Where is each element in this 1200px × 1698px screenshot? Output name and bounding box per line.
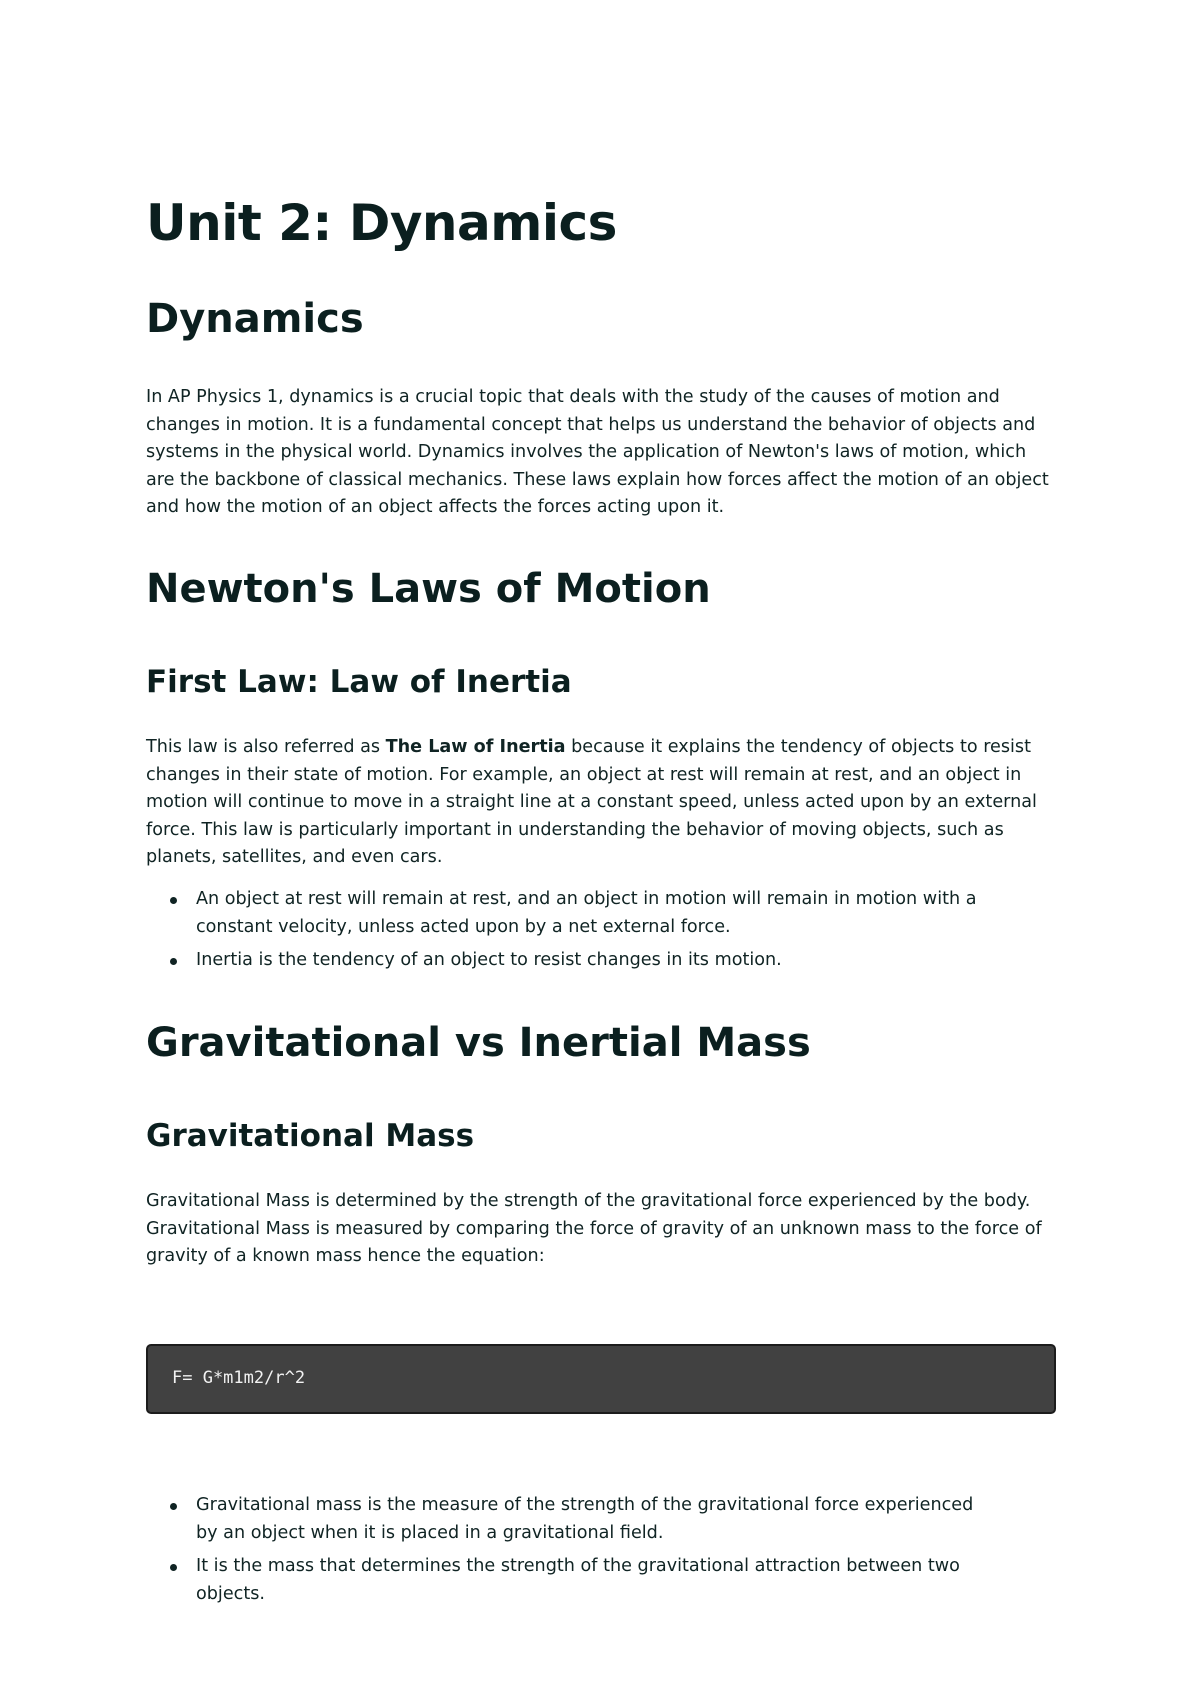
list-item-text: It is the mass that determines the strength of the gravitational attraction between two objects.: [196, 1556, 960, 1604]
bullet-icon: [170, 897, 177, 904]
first-law-text-before: This law is also referred as: [146, 737, 386, 757]
subheading-first-law: First Law: Law of Inertia: [146, 664, 572, 700]
gravitational-mass-paragraph: Gravitational Mass is determined by the strength of the gravitational force experienced by the body. Gravitational Mass is measured by comparing the force of gravity of an unknown mass to the force of gravity of a known mass hence the equation:: [146, 1191, 1042, 1267]
list-item: [146, 1553, 1060, 1608]
list-item: [146, 947, 1060, 975]
list-item-text: An object at rest will remain at rest, and an object in motion will remain in motion with a constant velocity, unless acted upon by a net external force.: [196, 889, 977, 937]
list-item-text: Inertia is the tendency of an object to resist changes in its motion.: [196, 950, 782, 971]
list-item: [146, 886, 1060, 941]
bullet-icon: [170, 1503, 177, 1510]
gravitational-mass-bullet-list: [146, 1492, 1060, 1614]
list-item-text: Gravitational mass is the measure of the strength of the gravitational force experienced by an object when it is placed in a gravitational field.: [196, 1495, 974, 1543]
first-law-paragraph: [146, 734, 1060, 872]
dynamics-paragraph: In AP Physics 1, dynamics is a crucial topic that deals with the study of the causes of motion and changes in motion. It is a fundamental concept that helps us understand the behavior of objects and systems in the physical world. Dynamics involves the application of Newton's laws of motion, which are the backbone of classical mechanics. These laws explain how forces affect the motion of an object and how the motion of an object affects the forces acting upon it.: [146, 387, 1049, 518]
section-heading-mass: Gravitational vs Inertial Mass: [146, 1020, 811, 1066]
bullet-icon: [170, 958, 177, 965]
first-law-bullet-list: [146, 886, 1060, 981]
section-heading-newtons-laws: Newton's Laws of Motion: [146, 566, 711, 612]
bullet-icon: [170, 1564, 177, 1571]
section-heading-dynamics: Dynamics: [146, 296, 364, 342]
first-law-text-after: because it explains the tendency of objects to resist changes in their state of motion. For example, an object at rest will remain at rest, and an object in motion will continue to move in a straight line at a constant speed, unless acted upon by an external force. This law is particularly important in understanding the behavior of moving objects, such as planets, satellites, and even cars.: [146, 737, 1037, 868]
equation-code-block: [146, 1344, 1056, 1414]
page-title: Unit 2: Dynamics: [146, 194, 617, 252]
subheading-gravitational-mass: Gravitational Mass: [146, 1118, 475, 1154]
first-law-bold-term: The Law of Inertia: [385, 737, 566, 757]
list-item: [146, 1492, 1060, 1547]
equation-text: F= G*m1m2/r^2: [172, 1368, 306, 1388]
